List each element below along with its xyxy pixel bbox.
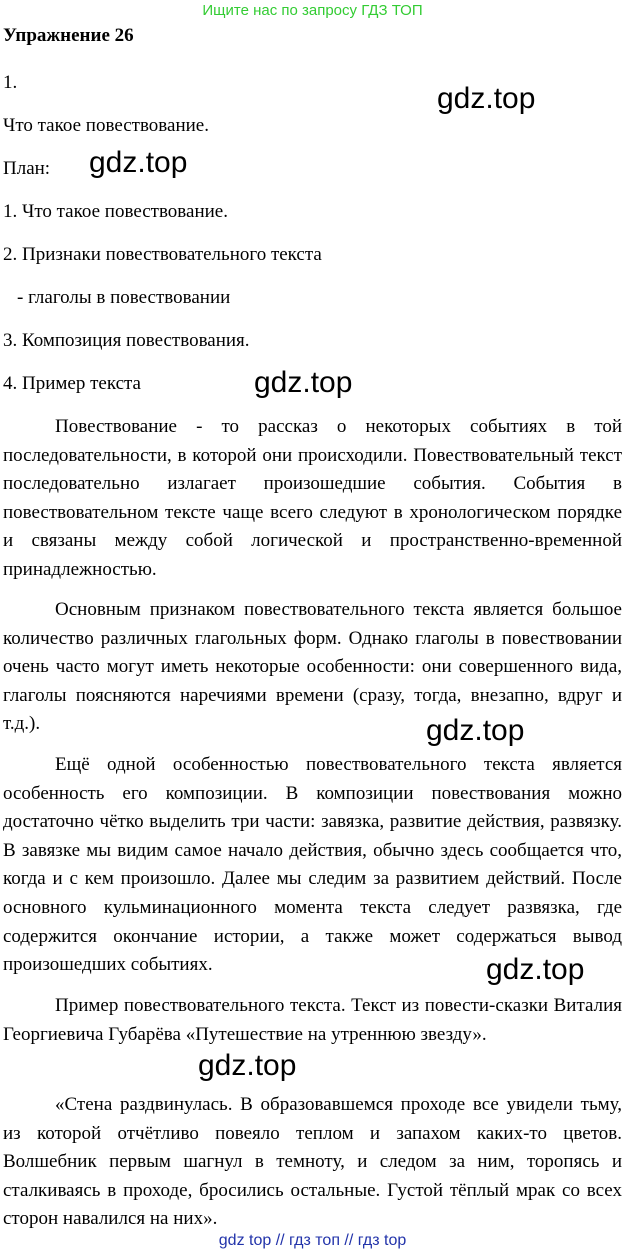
paragraph-definition: Повествование - то рассказ о некоторых событиях в той последовательности, в которой они происходили. Повествовательный текст последовательно излагает произошедшие события. События в повествовательном тексте чаще всего следуют в хронологическом порядке и связаны между собой логической и пространственно-временной принадлежностью. (3, 416, 622, 580)
exercise-title: Упражнение 26 (3, 25, 134, 46)
watermark: gdz.top (486, 953, 585, 986)
watermark: gdz.top (254, 366, 353, 399)
plan-item: 2. Признаки повествовательного текста (3, 244, 322, 265)
paragraph-quote: «Стена раздвинулась. В образовавшемся проходе все увидели тьму, из которой отчётливо повеяло теплом и запахом каких-то цветов. Волшебник первым шагнул в темноту, и следом за ним, торопясь и сталкиваясь в проходе, бросились остальные. Густой тёплый мрак со всех сторон навалился на них». (3, 1094, 622, 1230)
plan-item: 4. Пример текста (3, 373, 141, 394)
plan-item: 1. Что такое повествование. (3, 201, 228, 222)
plan-label: План: (3, 158, 51, 179)
paragraph-verbs: Основным признаком повествовательного текста является большое количество различных глагольных форм. Однако глаголы в повествовании очень часто могут иметь некоторые особенности: они совершенного вида, глаголы поясняются наречиями времени (сразу, тогда, внезапно, вдруг и т.д.). (3, 599, 622, 735)
plan-item: 3. Композиция повествования. (3, 330, 250, 351)
top-banner: Ищите нас по запросу ГДЗ ТОП (202, 2, 423, 19)
topic-line: Что такое повествование. (3, 115, 209, 136)
watermark: gdz.top (437, 82, 536, 115)
watermark: gdz.top (426, 714, 525, 747)
paragraph-composition: Ещё одной особенностью повествовательного текста является особенность его композиции. В композиции повествования можно достаточно чётко выделить три части: завязка, развитие действия, развязку. В завязке мы видим самое начало действия, обычно здесь сообщается что, когда и с кем произошло. Далее мы следим за развитием действий. После основного кульминационного момента текста следует развязка, где содержится окончание истории, а также может содержаться вывод произошедших событиях. (3, 754, 622, 976)
plan-subitem: - глаголы в повествовании (17, 287, 231, 308)
watermark: gdz.top (198, 1049, 297, 1082)
item-number: 1. (3, 72, 18, 93)
watermark: gdz.top (89, 146, 188, 179)
footer-watermark: gdz top // гдз топ // гдз top (218, 1232, 407, 1249)
paragraph-example-intro: Пример повествовательного текста. Текст из повести-сказки Виталия Георгиевича Губарёва «Путешествие на утреннюю звезду». (3, 995, 622, 1045)
